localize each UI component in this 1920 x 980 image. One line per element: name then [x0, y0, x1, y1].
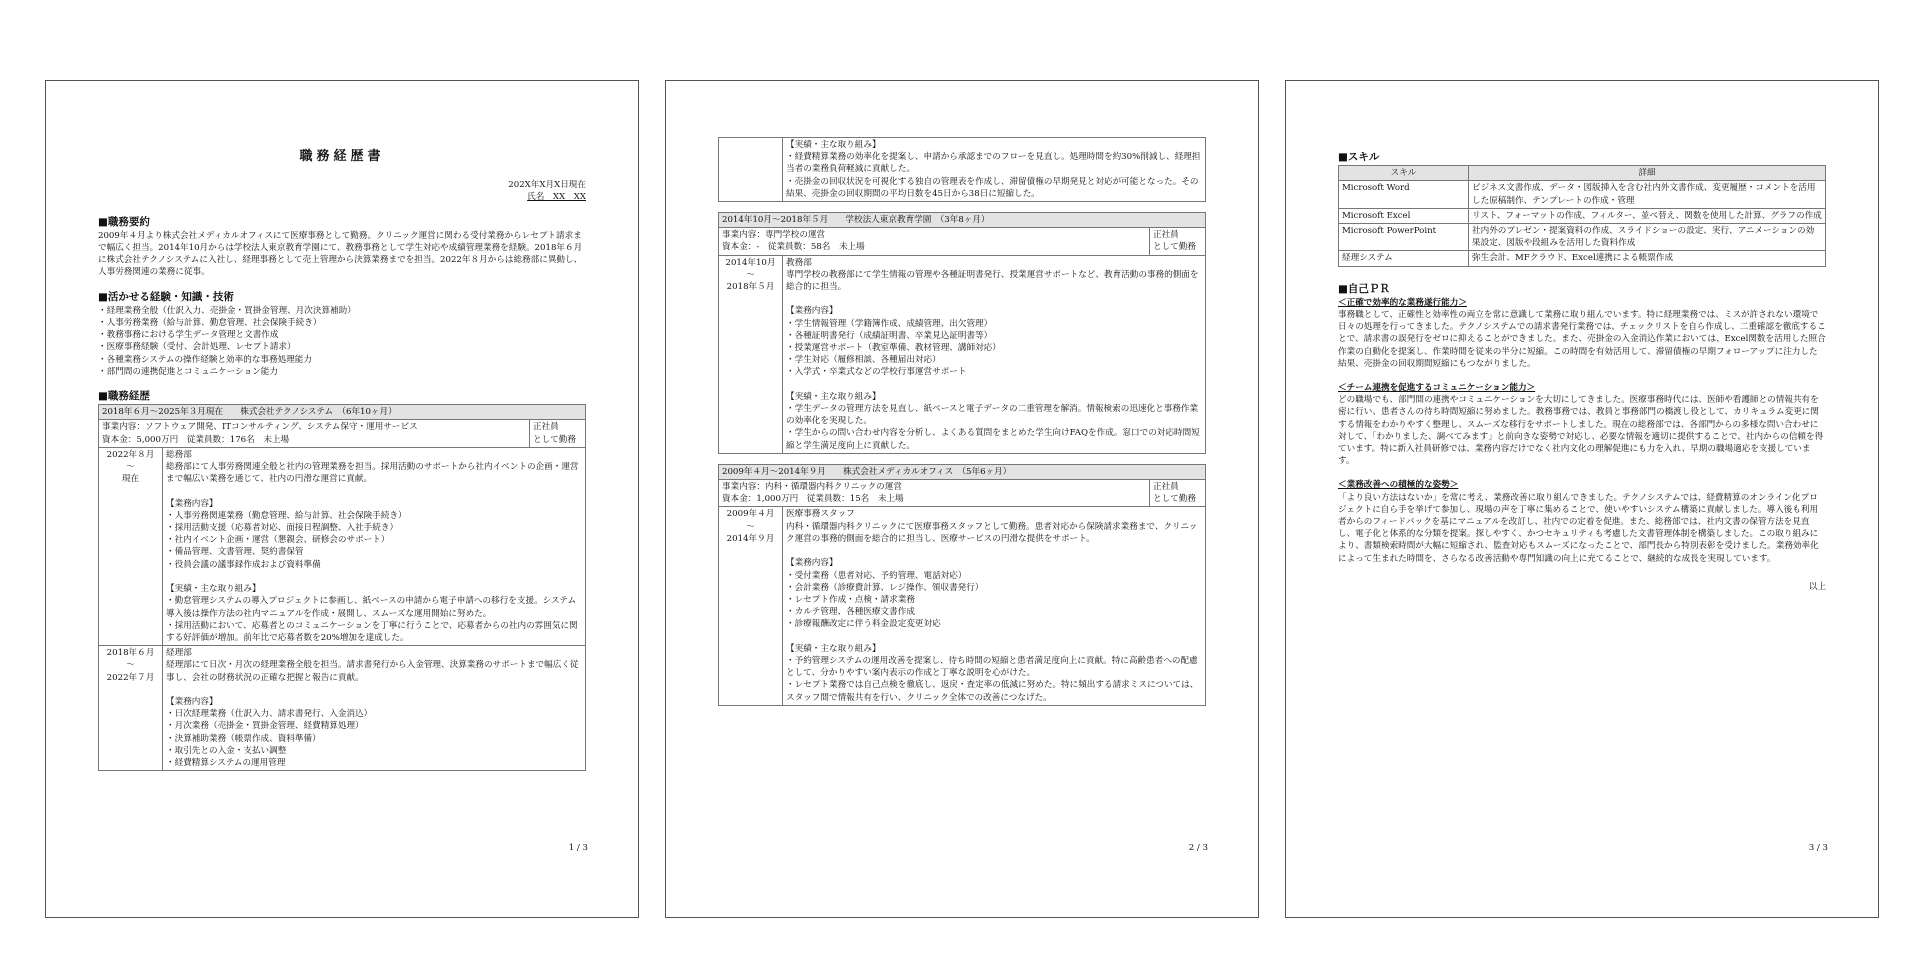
- description-line: 経理部にて日次・月次の経理業務全般を担当。請求書発行から入金管理、決算業務のサポートまで幅広く従事し、会社の財務状況の正確な把握と報告に貢献。: [166, 660, 579, 683]
- description-line: ・決算補助業務（帳票作成、資料準備）: [166, 733, 321, 744]
- period-cell: 2014年10月 ～ 2018年５月: [719, 255, 783, 453]
- spacer: [786, 379, 1202, 391]
- business-text: 事業内容：内科・循環器内科クリニックの運営: [722, 482, 902, 493]
- description-line: 内科・循環器内科クリニックにて医療事務スタッフとして勤務。患者対応から保険請求業務まで、クリニック運営の事務的側面を総合的に担当し、医療サービスの円滑な提供をサポート。: [786, 521, 1198, 544]
- page-number: 3 / 3: [1808, 843, 1828, 853]
- pr-heading: ■自己ＰＲ: [1338, 282, 1390, 295]
- skill-item: ・人事労務業務（給与計算、勤怠管理、社会保険手続き）: [98, 318, 322, 329]
- spacer: [786, 631, 1202, 643]
- employment-type: 正社員 として勤務: [1149, 480, 1205, 507]
- description-line: ・売掛金の回収状況を可視化する独自の管理表を作成し、滞留債権の早期発見と対応が可能となった。その結果、売掛金の回収期間の平均日数を45日から38日に短縮した。: [786, 176, 1199, 199]
- pr-subheading: ＜業務改善への積極的な姿勢＞: [1338, 480, 1459, 491]
- document-page-3: [1285, 80, 1879, 918]
- skill-detail-cell: 弥生会計、MFクラウド、Excel連携による帳票作成: [1469, 251, 1826, 266]
- page-number: 1 / 3: [568, 843, 588, 853]
- skill-row: [1339, 208, 1826, 223]
- period-cell: 2009年４月 ～ 2014年９月: [719, 507, 783, 705]
- skill-item: ・経理業務全般（仕訳入力、売掛金・買掛金管理、月次決算補助）: [98, 305, 356, 316]
- description-line: ・社内イベント企画・運営（懇親会、研修会のサポート）: [166, 535, 390, 546]
- description-line: 【業務内容】: [786, 306, 838, 317]
- description-line: ・学生データの管理方法を見直し、紙ベースと電子データの二重管理を解消。情報検索の迅速化と事務作業の効率化を実現した。: [786, 404, 1199, 427]
- skill-detail-cell: リスト、フォーマットの作成、フィルター、並べ替え、関数を使用した計算、グラフの作成: [1469, 208, 1826, 223]
- period-description: [783, 138, 1206, 202]
- description-line: ・勤怠管理システムの導入プロジェクトに参画し、紙ベースの申請から電子申請への移行を支援。システム導入後は操作方法の社内マニュアルを作成・展開し、スムーズな運用開始に努めた。: [166, 596, 577, 619]
- description-line: 【実績・主な取り組み】: [786, 643, 881, 654]
- document-page-2: [665, 80, 1259, 918]
- description-line: ・経費精算業務の効率化を提案し、申請から承認までのフローを見直し。処理時間を約30%削減し、経理担当者の業務負荷軽減に貢献した。: [786, 152, 1201, 175]
- skill-name-cell: Microsoft Excel: [1339, 208, 1469, 223]
- skill-col-header: スキル: [1339, 166, 1469, 181]
- pr-text: 事務職として、正確性と効率性の両立を常に意識して業務に取り組んでいます。特に経理業務では、ミスが許されない環境で日々の処理を行ってきました。テクノシステムでの請求書発行業務では、チェックリストを自ら作成し、二重確認を徹底することで、請求書の誤発行をゼロに抑えることができました。また、売掛金の入金消込作業においては、Excel関数を活用した照合作業の自動化を提案し、作業時間を従来の半分に短縮。この時間を有効活用して、滞留債権の早期フォローアップに注力した結果、売掛金の回収期間短縮にもつながりました。: [1338, 310, 1826, 369]
- pr-text: どの職場でも、部門間の連携やコミュニケーションを大切にしてきました。医療事務時代には、医師や看護師との情報共有を密に行い、患者さんの待ち時間短縮に努めました。教務事務では、教員と事務部門の橋渡し役として、カリキュラム変更に関する情報をわかりやすく整理し、スムーズな移行をサポートしました。現在の総務部では、各部門からの多様な問い合わせに対して、「わかりました、調べてみます」と前向きな姿勢で対応し、必要な情報を適切に提供することで、社内からの信頼を得ています。特に新入社員研修では、業務内容だけでなく社内文化の理解促進にも力を入れ、早期の職場適応を支援しています。: [1338, 395, 1824, 467]
- skill-name-cell: Microsoft PowerPoint: [1339, 224, 1469, 251]
- employment-type: 正社員 として勤務: [529, 420, 585, 447]
- description-line: 【業務内容】: [786, 558, 838, 569]
- description-line: ・各種証明書発行（成績証明書、卒業見込証明書等）: [786, 330, 993, 341]
- skill-item: ・各種業務システムの操作経験と効率的な事務処理能力: [98, 354, 312, 365]
- description-line: 【実績・主な取り組み】: [786, 391, 881, 402]
- description-line: 【実績・主な取り組み】: [786, 140, 881, 150]
- business-text: 事業内容：専門学校の運営: [722, 230, 826, 241]
- document-page-1: [45, 80, 639, 918]
- description-line: ・カルテ管理、各種医療文書作成: [786, 607, 915, 618]
- document-date: 202X年X月X日現在: [508, 180, 586, 191]
- description-line: ・学生情報管理（学籍簿作成、成績管理、出欠管理）: [786, 318, 993, 329]
- company-table-techno: [98, 404, 586, 771]
- description-line: 専門学校の教務部にて学生情報の管理や各種証明書発行、授業運営サポートなど、教育活動の事務的側面を総合的に担当。: [786, 269, 1199, 293]
- capital-text: 資本金：- 従業員数：58名 未上場: [722, 242, 865, 253]
- pr-text: 「より良い方法はないか」を常に考え、業務改善に取り組んできました。テクノシステムでは、経費精算のオンライン化プロジェクトに自ら手を挙げて参加し、現場の声を丁寧に集めることで、使いやすいシステム構築に貢献しました。導入後も利用者からのフィードバックを基にマニュアルを改訂し、社内での定着を促進。また、総務部では、社内文書の保管方法を見直し、電子化と体系的な分類を提案。探しやすく、かつセキュリティも考慮した文書管理体制を構築しました。この取り組みにより、書類検索時間が大幅に短縮され、監査対応もスムーズになったことで、部門長から特別表彰を受けました。業務効率化によって生まれた時間を、さらなる改善活動や専門知識の向上に充てることで、継続的な成長を実現しています。: [1338, 492, 1819, 564]
- company-header: 2018年６月～2025年３月現在 株式会社テクノシステム （6年10ヶ月）: [99, 405, 586, 420]
- period-cell: [719, 138, 783, 202]
- period-description: [163, 447, 586, 645]
- description-line: ・人事労務関連業務（勤怠管理、給与計算、社会保険手続き）: [166, 510, 407, 521]
- author-name: 氏名 XX XX: [527, 192, 586, 203]
- company-info: [719, 228, 1150, 255]
- description-line: 【業務内容】: [166, 498, 218, 509]
- description-line: ・予約管理システムの運用改善を提案し、待ち時間の短縮と患者満足度向上に貢献。特に高齢患者への配慮として、分かりやすい案内表示の作成と丁寧な説明を心がけた。: [786, 655, 1198, 679]
- description-line: ・備品管理、文書管理、契約書保管: [166, 547, 304, 558]
- period-description: [163, 646, 586, 771]
- skill-detail-cell: 社内外のプレゼン・提案資料の作成、スライドショーの設定、実行、アニメーションの効果設定、図版や段組みを活用した資料作成: [1469, 224, 1826, 251]
- capital-text: 資本金：5,000万円 従業員数：176名 未上場: [102, 434, 290, 445]
- period-cell: 2022年８月 ～ 現在: [99, 447, 163, 645]
- spacer: [166, 485, 582, 497]
- skill-item: ・教務事務における学生データ管理と文書作成: [98, 330, 279, 341]
- period-description: [783, 255, 1206, 453]
- description-line: ・受付業務（患者対応、予約管理、電話対応）: [786, 570, 967, 581]
- spacer: [166, 571, 582, 583]
- summary-heading: ■職務要約: [98, 215, 150, 228]
- description-line: 経理部: [166, 648, 192, 659]
- description-line: 【実績・主な取り組み】: [166, 584, 261, 595]
- company-table-school: [718, 212, 1206, 454]
- skill-row: [1339, 181, 1826, 208]
- continuation-table: [718, 137, 1206, 202]
- description-line: ・授業運営サポート（教室準備、教材管理、講師対応）: [786, 343, 1001, 354]
- description-line: ・採用活動において、応募者とのコミュニケーションを丁寧に行うことで、応募者からの社内の雰囲気に関する好評価が増加。前年比で応募者数を20%増加を達成した。: [166, 620, 578, 643]
- skill-item: ・部門間の連携促進とコミュニケーション能力: [98, 366, 278, 377]
- period-cell: 2018年６月 ～ 2022年７月: [99, 646, 163, 771]
- description-line: 医療事務スタッフ: [786, 509, 855, 520]
- skill-name-cell: 経理システム: [1339, 251, 1469, 266]
- skill-row: [1339, 251, 1826, 266]
- skills-heading: ■活かせる経験・知識・技術: [98, 290, 234, 303]
- closing-mark: 以上: [1808, 581, 1826, 592]
- description-line: ・役員会議の議事録作成および資料準備: [166, 559, 321, 570]
- skill-name-cell: Microsoft Word: [1339, 181, 1469, 208]
- description-line: 教務部: [786, 257, 812, 268]
- description-line: ・学生からの問い合わせ内容を分析し、よくある質問をまとめた学生向けFAQを作成。窓口での対応時間短縮と学生満足度向上に貢献した。: [786, 428, 1200, 451]
- pr-subheading: ＜正確で効率的な業務遂行能力＞: [1338, 297, 1467, 308]
- description-line: ・月次業務（売掛金・買掛金管理、経費精算処理）: [166, 721, 364, 732]
- skill-table: [1338, 165, 1826, 266]
- history-heading: ■職務経歴: [98, 390, 150, 403]
- skill-row: [1339, 224, 1826, 251]
- employment-type: 正社員 として勤務: [1149, 228, 1205, 255]
- skill-item: ・医療事務経験（受付、会計処理、レセプト請求）: [98, 342, 296, 353]
- description-line: ・取引先との入金・支払い調整: [166, 745, 287, 756]
- document-title: 職務経歴書: [299, 149, 385, 164]
- description-line: ・会計業務（診療費計算、レジ操作、領収書発行）: [786, 582, 984, 593]
- skill-detail-cell: ビジネス文書作成、データ・図版挿入を含む社内外文書作成、変更履歴・コメントを活用した原稿制作、テンプレートの作成・管理: [1469, 181, 1826, 208]
- description-line: ・経費精算システムの運用管理: [166, 757, 286, 768]
- company-table-medical: [718, 464, 1206, 706]
- spacer: [166, 684, 582, 696]
- detail-col-header: 詳細: [1469, 166, 1826, 181]
- capital-text: 資本金：1,000万円 従業員数：15名 未上場: [722, 494, 904, 505]
- description-line: 【業務内容】: [166, 696, 218, 707]
- period-description: [783, 507, 1206, 705]
- company-info: [99, 420, 530, 447]
- description-line: 総務部にて人事労務関連全般と社内の管理業務を担当。採用活動のサポートから社内イベントの企画・運営まで幅広い業務を通じて、社内の円滑な運営に貢献。: [166, 462, 579, 485]
- pr-section: [1338, 297, 1826, 565]
- spacer: [786, 545, 1202, 557]
- skill-table-heading: ■スキル: [1338, 151, 1380, 163]
- description-line: ・採用活動支援（応募者対応、面接日程調整、入社手続き）: [166, 523, 399, 534]
- description-line: ・診療報酬改定に伴う料金設定変更対応: [786, 619, 941, 630]
- description-line: ・日次経理業務（仕訳入力、請求書発行、入金消込）: [166, 709, 373, 720]
- description-line: ・レセプト業務では自己点検を徹底し、返戻・査定率の低減に努めた。特に頻出する請求ミスについては、スタッフ間で情報共有を行い、クリニック全体での改善につなげた。: [786, 680, 1199, 703]
- description-line: ・入学式・卒業式などの学校行事運営サポート: [786, 367, 967, 378]
- pr-subheading: ＜チーム連携を促進するコミュニケーション能力＞: [1338, 383, 1536, 394]
- company-header: 2014年10月～2018年５月 学校法人東京教育学園 （3年8ヶ月）: [719, 213, 1206, 228]
- company-info: [719, 480, 1150, 507]
- summary-text: 2009年４月より株式会社メディカルオフィスにて医療事務として勤務。クリニック運営に関わる受付業務からレセプト請求まで幅広く担当。2014年10月からは学校法人東京教育学園にて、教務事務として学生対応や成績管理業務を経験。2018年６月に株式会社テクノシステムに入社し、経理事務として売上管理から決算業務までを担当。2022年８月からは総務部に異動し、人事労務関連の業務に従事。: [98, 230, 583, 278]
- page-number: 2 / 3: [1188, 843, 1208, 853]
- description-line: ・学生対応（履修相談、各種届出対応）: [786, 355, 941, 366]
- skills-list: [98, 305, 586, 378]
- description-line: ・レセプト作成・点検・請求業務: [786, 594, 915, 605]
- business-text: 事業内容：ソフトウェア開発、ITコンサルティング、システム保守・運用サービス: [102, 422, 418, 433]
- spacer: [786, 293, 1202, 305]
- description-line: 総務部: [166, 449, 192, 460]
- company-header: 2009年４月～2014年９月 株式会社メディカルオフィス （5年6ヶ月）: [719, 464, 1206, 479]
